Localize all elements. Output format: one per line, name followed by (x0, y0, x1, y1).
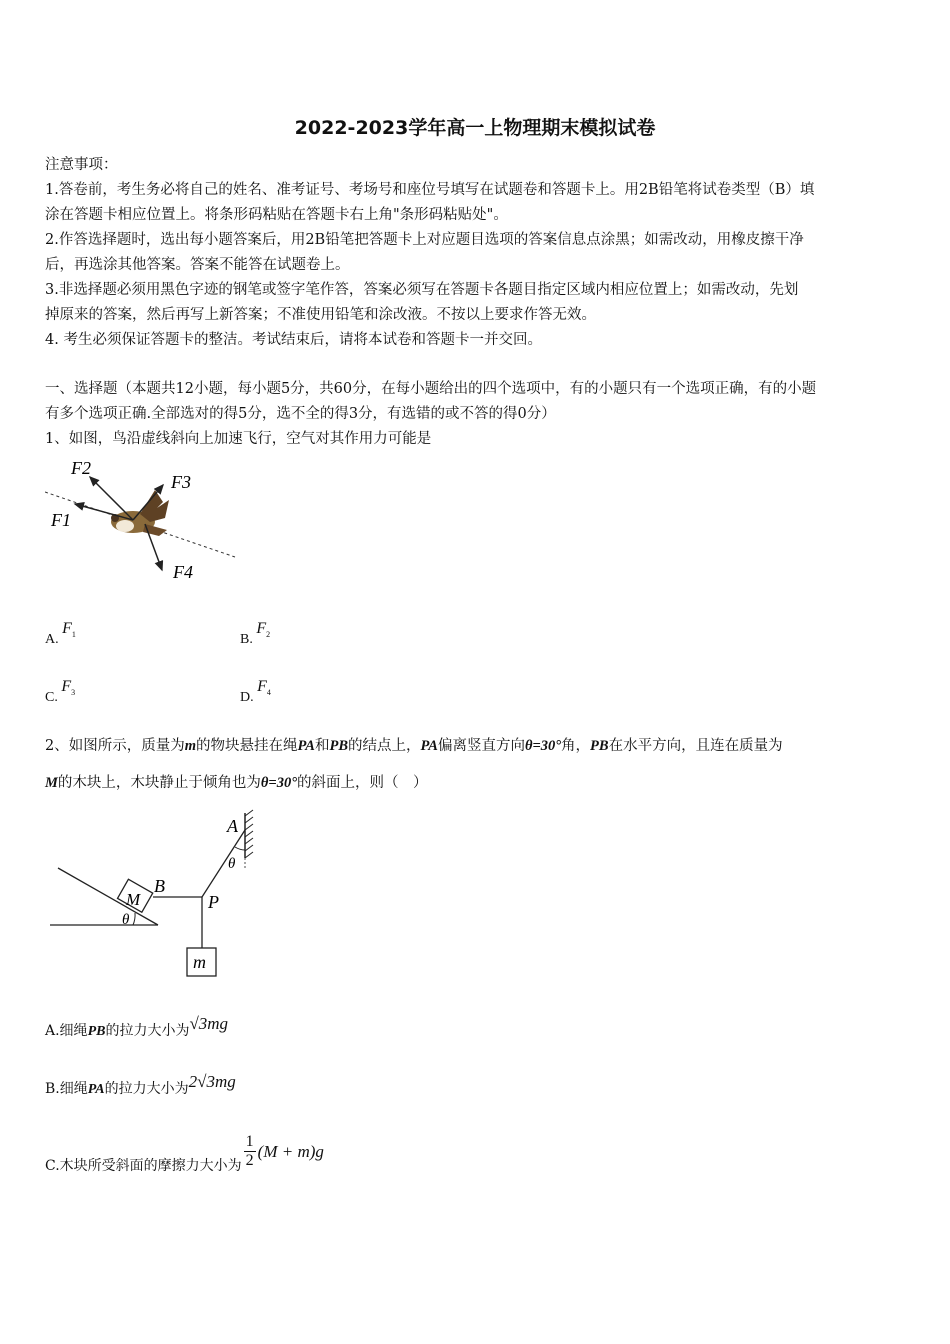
label-f2: F2 (71, 458, 91, 478)
option-letter: A. (45, 632, 59, 647)
q1-option-d[interactable] (240, 678, 271, 707)
option-letter: D. (240, 690, 254, 705)
bird-icon (111, 490, 169, 536)
option-letter: C. (45, 690, 58, 705)
notice-heading: 注意事项： (45, 157, 118, 173)
option-letter: B. (240, 632, 253, 647)
label-f4: F4 (173, 562, 193, 582)
notice-line: 掉原来的答案，然后再写上新答案；不准使用铅笔和涂改液。不按以上要求作答无效。 (45, 307, 596, 323)
q1-option-b[interactable] (240, 620, 271, 649)
label-P: P (208, 892, 219, 912)
option-formula: √3mg (189, 1014, 229, 1033)
option-symbol: $F_2$ (256, 620, 271, 640)
label-theta-top: θ (228, 856, 236, 872)
label-f1: F1 (51, 510, 71, 530)
notice-line: 后，再选涂其他答案。答案不能答在试题卷上。 (45, 257, 350, 273)
option-symbol: $F_4$ (257, 678, 271, 698)
notice-line: 4. 考生必须保证答题卡的整洁。考试结束后，请将本试卷和答题卡一并交回。 (45, 332, 542, 348)
question-2-stem-line2: M的木块上，木块静止于倾角也为θ=30°的斜面上，则（ ） (45, 775, 428, 791)
option-formula: (M + m)g (257, 1142, 324, 1161)
notice-line: 2.作答选择题时，选出每小题答案后，用2B铅笔把答题卡上对应题目选项的答案信息点涂黑；如需改动，用橡皮擦干净 (45, 232, 804, 248)
fraction: $\frac{1}{2}$ (245, 1133, 254, 1169)
label-A: A (227, 816, 238, 836)
option-formula: 2√3mg (188, 1072, 236, 1091)
notice-line: 1.答卷前，考生务必将自己的姓名、准考证号、考场号和座位号填写在试题卷和答题卡上。用2B铅笔将试卷类型（B）填 (45, 182, 815, 198)
option-symbol: $F_3$ (61, 678, 76, 698)
option-symbol: $F_1$ (62, 620, 76, 640)
notice-line: 3.非选择题必须用黑色字迹的钢笔或签字笔作答，答案必须写在答题卡各题目指定区域内相应位置上；如需改动，先划 (45, 282, 799, 298)
q1-option-a[interactable] (45, 620, 76, 649)
q1-option-c[interactable] (45, 678, 76, 707)
question-1-stem: 1、如图，鸟沿虚线斜向上加速飞行，空气对其作用力可能是 (45, 431, 432, 447)
section-header: 一、选择题（本题共12小题，每小题5分，共60分，在每小题给出的四个选项中，有的小题只有一个选项正确，有的小题 (45, 381, 817, 397)
rope-block-diagram (45, 808, 270, 983)
q2-option-c[interactable]: C.木块所受斜面的摩擦力大小为 $\frac{1}{2}$ (M + m)g (45, 1133, 324, 1174)
q2-option-b[interactable]: B.细绳PA的拉力大小为2√3mg (45, 1072, 236, 1097)
label-M: M (126, 890, 141, 909)
label-B: B (154, 876, 165, 896)
section-header: 有多个选项正确.全部选对的得5分，选不全的得3分，有选错的或不答的得0分） (45, 406, 556, 422)
bird-force-diagram (45, 452, 245, 587)
label-f3: F3 (171, 472, 191, 492)
label-m: m (193, 952, 206, 972)
label-theta-bottom: θ (122, 912, 130, 928)
q2-option-a[interactable]: A.细绳PB的拉力大小为√3mg (45, 1014, 229, 1039)
notice-line: 涂在答题卡相应位置上。将条形码粘贴在答题卡右上角"条形码粘贴处"。 (45, 207, 508, 223)
page-title: 2022-2023学年高一上物理期末模拟试卷 (294, 117, 656, 139)
question-2-stem-line1: 2、如图所示，质量为m的物块悬挂在绳PA和PB的结点上，PA偏离竖直方向θ=30°角，PB在水平方向，且连在质量为 (45, 738, 783, 754)
